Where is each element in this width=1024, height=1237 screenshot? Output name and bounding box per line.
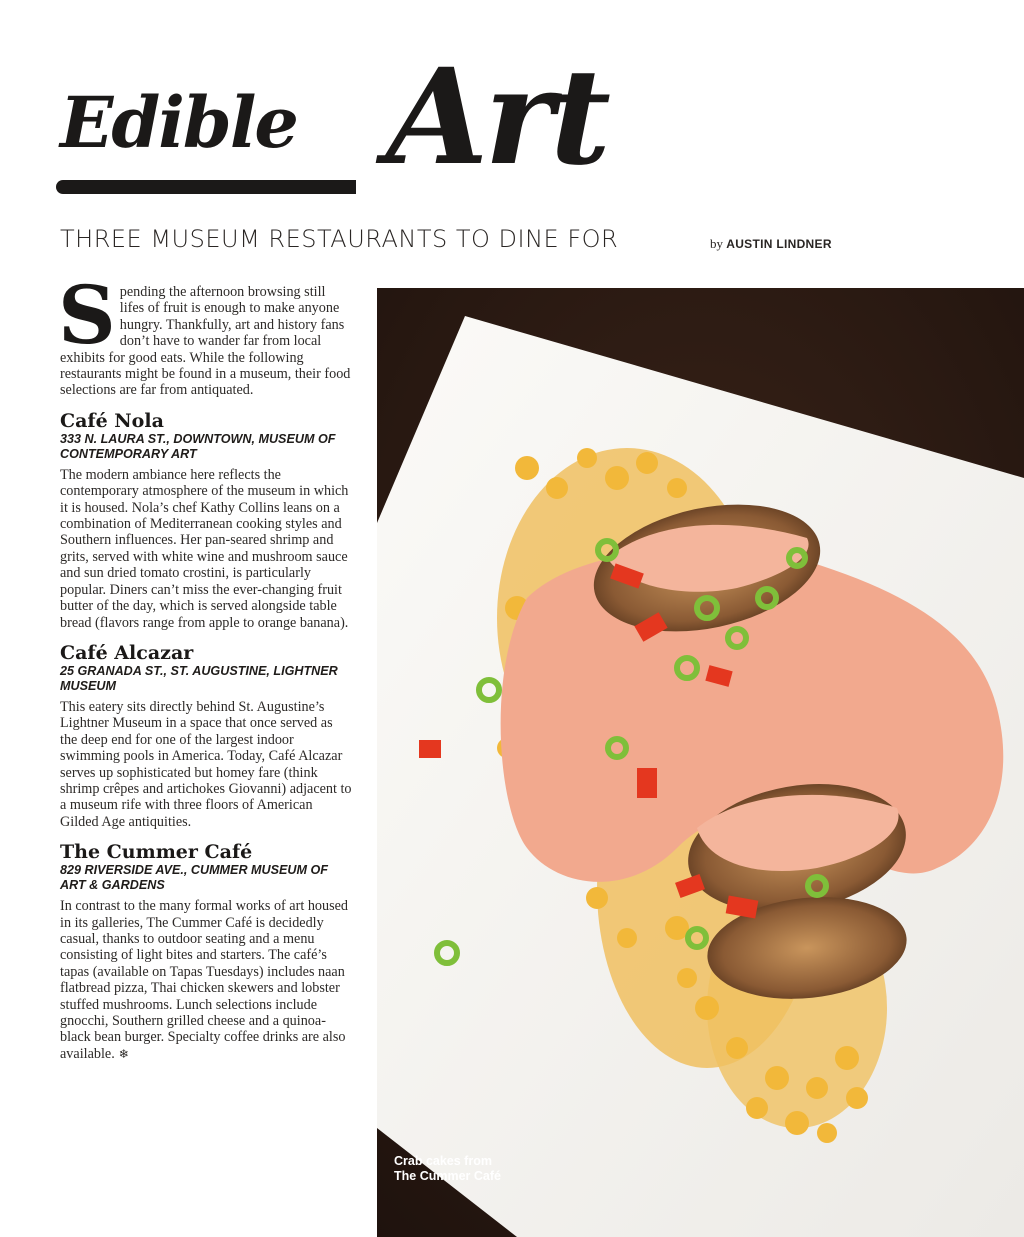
title-underline-rule: [56, 180, 356, 194]
crab-cakes-illustration: [377, 288, 1024, 1237]
end-mark-icon: ❄: [118, 1046, 129, 1061]
restaurant-description-cafe-alcazar: This eatery sits directly behind St. Augustine’s Lightner Museum in a space that once served as the deep end for one of the largest indoor swimming pools in America. Today, Café Alcazar serves up sophisticated but homey fare (think shrimp crêpes and artichokes Giovanni) adjacent to a museum rife with three floors of American Gilded Age antiquities.: [60, 698, 352, 830]
restaurant-name-cafe-alcazar: Café Alcazar: [60, 641, 194, 664]
intro-text: pending the afternoon browsing still lifes of fruit is enough to make anyone hungry. Thankfully, art and history fans don’t have to wander far from local exhibits for good eats. While the following restaurants might be found in a museum, their food selections are far from antiquated.: [60, 284, 351, 399]
cummer-cafe-body-text: In contrast to the many formal works of art housed in its galleries, The Cummer Café is decidedly casual, thanks to outdoor seating and a menu consisting of light bites and starters. The café’s tapas (available on Tapas Tuesdays) includes naan flatbread pizza, Thai chicken skewers and lobster stuffed mushrooms. Lunch selections include gnocchi, Southern grilled cheese and a quinoa-black bean burger. Specialty coffee drinks are also available.: [60, 898, 349, 1062]
article-column: [58, 268, 352, 1062]
restaurant-description-cafe-nola: The modern ambiance here reflects the contemporary atmosphere of the museum in which it is housed. Nola’s chef Kathy Collins leans on a combination of Mediterranean cooking styles and Southern influences. Her pan-seared shrimp and grits, served with white wine and mushroom sauce and sun dried tomato crostini, is particularly popular. Diners can’t miss the ever-changing fruit butter of the day, which is served alongside table bread (flavors range from apple to orange banana).: [60, 466, 349, 631]
restaurant-address-cafe-alcazar: 25 GRANADA ST., ST. AUGUSTINE, LIGHTNER MUSEUM: [60, 663, 338, 693]
title-word-art: Art: [386, 40, 607, 195]
restaurant-name-cummer-cafe: The Cummer Café: [60, 841, 253, 864]
magazine-title: [56, 40, 676, 222]
restaurant-address-cafe-nola: 333 N. LAURA ST., DOWNTOWN, MUSEUM OF CONTEMPORARY ART: [60, 431, 336, 461]
title-word-edible: Edible: [60, 81, 297, 164]
drop-cap: S: [58, 268, 116, 362]
intro-paragraph: [58, 268, 352, 399]
caption-line-2: The Cummer Café: [394, 1169, 501, 1183]
byline-author: AUSTIN LINDNER: [726, 237, 832, 251]
restaurant-name-cafe-nola: Café Nola: [60, 409, 164, 432]
restaurant-address-cummer-cafe: 829 RIVERSIDE AVE., CUMMER MUSEUM OF ART & GARDENS: [60, 863, 329, 893]
article-subtitle: THREE MUSEUM RESTAURANTS TO DINE FOR: [60, 225, 619, 253]
restaurant-description-cummer-cafe: [60, 898, 352, 1062]
byline-prefix: by: [710, 236, 723, 251]
byline: [710, 236, 832, 252]
caption-line-1: Crab cakes from: [394, 1154, 492, 1168]
photo-caption: [394, 1154, 554, 1184]
crab-cakes-photo: [377, 288, 1024, 1237]
